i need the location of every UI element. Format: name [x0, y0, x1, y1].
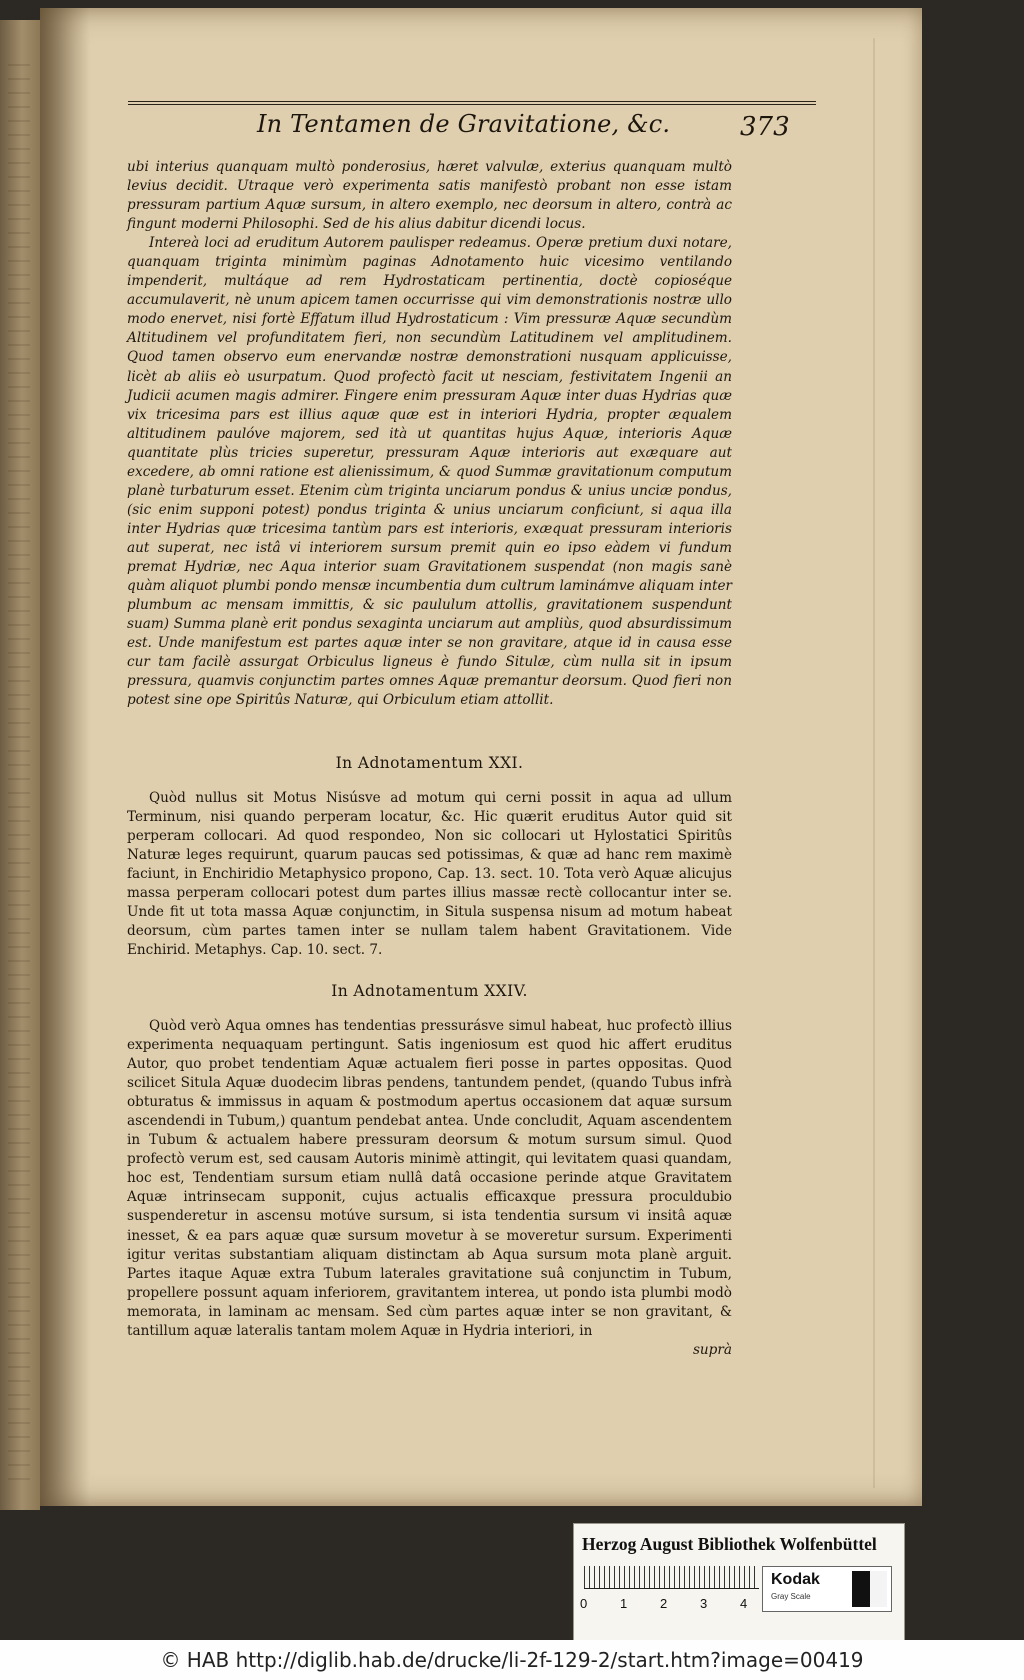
gray-swatches: [835, 1571, 887, 1607]
section-xxi-paragraph: Quòd nullus sit Motus Nisúsve ad motum qui cerni possit in aqua ad ullum Terminum, nisi quando perperam locatur, &c. Hic quærit eruditus Autor quid sit perperam collocari. Ad quod respondeo, Non sic collocari ut Hylostatici Spiritûs Naturæ leges requirunt, quarum paucas sed potissimas, & quæ ad hanc rem maximè faciunt, in Enchiridio Metaphysico propono, Cap. 13. sect. 10. Tota verò Aquæ alicujus massa perperam collocari potest dum partes illius massæ rectè collocantur inter se. Unde fit ut tota massa Aquæ conjunctim, in Situla suspensa nisum ad motum habeat deorsum, cùm partes tamen inter se nullam talem habent Gravitationem. Vide Enchirid. Metaphys. Cap. 10. sect. 7.: [127, 790, 732, 959]
gray-swatch: [852, 1571, 869, 1607]
section-heading-xxi: In Adnotamentum XXI.: [335, 754, 524, 772]
paragraph-continuation: ubi interius quanquam multò ponderosius, hæret valvulæ, exterius quanquam multò levius decidit. Utraque verò experimenta satis manifestò probant non esse istam pressuram partium Aquæ sursum, in altero exemplo, nec deorsum in altero, contrà ac fingunt moderni Philosophi. Sed de his alius dabitur dicendi locus.: [127, 159, 732, 233]
scale-number: 1: [620, 1596, 628, 1611]
header-rule: [128, 101, 816, 102]
facing-page-edge: [0, 20, 40, 1510]
measurement-scale: [584, 1566, 759, 1589]
page-edge-line: [873, 38, 875, 1488]
section-xxiv-paragraph: Quòd verò Aqua omnes has tendentias pressurásve simul habeat, huc profectò illius experimenta nequaquam pertingunt. Satis ingeniosum est quod hic affert eruditus Autor, quo probet tendentiam Aquæ actualem fieri posse in partes oppositas. Quod scilicet Situla Aquæ duodecim libras pendens, tantundem pendet, (quando Tubus infrà obturatus & immissus in aquam & postmodum apertus occasionem dat aquæ sursum ascendendi in Tubum,) quantum pendebat antea. Unde concludit, Aquam ascendentem in Tubum & actualem habere pressuram deorsum & motum sursum simul. Quod profectò verum est, sed causam Autoris minimè attingit, qui levitatem quasi quandam, hoc est, Tendentiam sursum etiam nullâ datâ occasione perinde atque Gravitatem Aquæ intrinsecam supponit, cujus actualis efficaxque pressura proculdubio suspenderetur in ascensu motúve sursum, si ista tendentia sursum vi insitâ aquæ inesset, & ea pars aquæ quæ sursum movetur à se moveretur sursum. Experimenti igitur veritas substantiam aliquam distinctam ab Aqua sursum mota planè arguit. Partes itaque Aquæ extra Tubum laterales gravitatione suâ conjunctim in Tubum, propellere possunt aquam inferiorem, gravitantem interea, ut pondo ista plumbi modò memorata, in laminam ac mensam. Sed cùm partes aquæ inter se non gravitant, & tantillum aquæ lateralis tantam molem Aquæ in Hydria interiori, in: [127, 1018, 732, 1339]
gray-swatch: [870, 1571, 887, 1607]
running-head: In Tentamen de Gravitatione, &c.: [257, 110, 671, 138]
scale-number: 2: [660, 1596, 668, 1611]
scale-number: 3: [700, 1596, 708, 1611]
main-text-block: [127, 158, 732, 710]
library-name: Herzog August Bibliothek Wolfenbüttel: [582, 1534, 877, 1554]
section-heading-xxiv: In Adnotamentum XXIV.: [331, 982, 528, 1000]
catchword: suprà: [692, 1341, 732, 1358]
section-xxi-text-block: [127, 789, 732, 960]
header-rule-lower: [128, 104, 816, 105]
section-xxiv-text-block: [127, 1017, 732, 1360]
gray-scale-caption: Gray Scale: [771, 1592, 811, 1601]
kodak-logo-text: Kodak: [771, 1571, 820, 1588]
scale-number: 0: [580, 1596, 588, 1611]
paragraph-interea: Intereà loci ad eruditum Autorem paulisper redeamus. Operæ pretium duxi notare, quanquam triginta minimùm paginas Adnotamento huic vicesimo ventilando impenderit, multáque ad rem Hydrostaticam pertinentia, doctè copioséque accumulaverit, nè unum apicem tamen occurrisse qui vim demonstrationis nostræ ullo modo enervet, nisi fortè Effatum illud Hydrostaticum : Vim pressuræ Aquæ secundùm Altitudinem vel profunditatem fieri, non secundùm Latitudinem vel amplitudinem. Quod tamen observo eum enervandæ nostræ demonstrationi nusquam applicuisse, licèt ab aliis eò usurpatum. Quod profectò facit ut nesciam, festivitatem Ingenii an Judicii acumen magis admirer. Fingere enim pressuram Aquæ inter duas Hydrias quæ vix tricesima pars est illius aquæ quæ est in interiori Hydria, propter æqualem altitudinem paulóve majorem, sed ità ut quantitas hujus Aquæ, interioris Aquæ quantitate plùs tricies superetur, pressuram Aquæ interioris aut exæquare aut excedere, ab omni ratione est alienissimum, & quod Summæ gravitationum computum planè turbaturum esset. Etenim cùm triginta unciarum pondus & unius unciæ pondus, (sic enim supponi potest) pondus triginta & unius unciarum conficiunt, si aqua illa inter Hydrias quæ tricesima tantùm pars est interioris, exæquat pressuram interioris aut superat, nec istâ vi interiorem sursum premit quin eo ipso eàdem vi fundum premat Hydriæ, nec Aqua interior suam Gravitationem suspendat (non magis sanè quàm aliquot plumbi pondo mensæ incumbentia dum cultrum laminámve aliquam inter plumbum ac mensam immittis, & sic paululum attollis, gravitationem suspendunt suam) Summa planè erit pondus sexaginta unciarum aut ampliùs, quod absurdissimum est. Unde manifestum est partes aquæ inter se non gravitare, atque id in causa esse cur tam facilè assurgat Orbiculus ligneus è fundo Situlæ, cùm nulla sit in ipsum pressura, quamvis conjunctim partes omnes Aquæ premantur deorsum. Quod fieri non potest sine ope Spiritûs Naturæ, qui Orbiculum etiam attollit.: [127, 235, 732, 709]
copyright-footer: © HAB http://diglib.hab.de/drucke/li-2f-129-2/start.htm?image=00419: [0, 1640, 1024, 1680]
page-number: 373: [740, 112, 790, 142]
kodak-gray-scale: [762, 1566, 892, 1612]
gray-swatch: [835, 1571, 852, 1607]
library-label: [573, 1523, 905, 1645]
scale-number: 4: [740, 1596, 748, 1611]
gutter-shadow: [40, 8, 90, 1506]
